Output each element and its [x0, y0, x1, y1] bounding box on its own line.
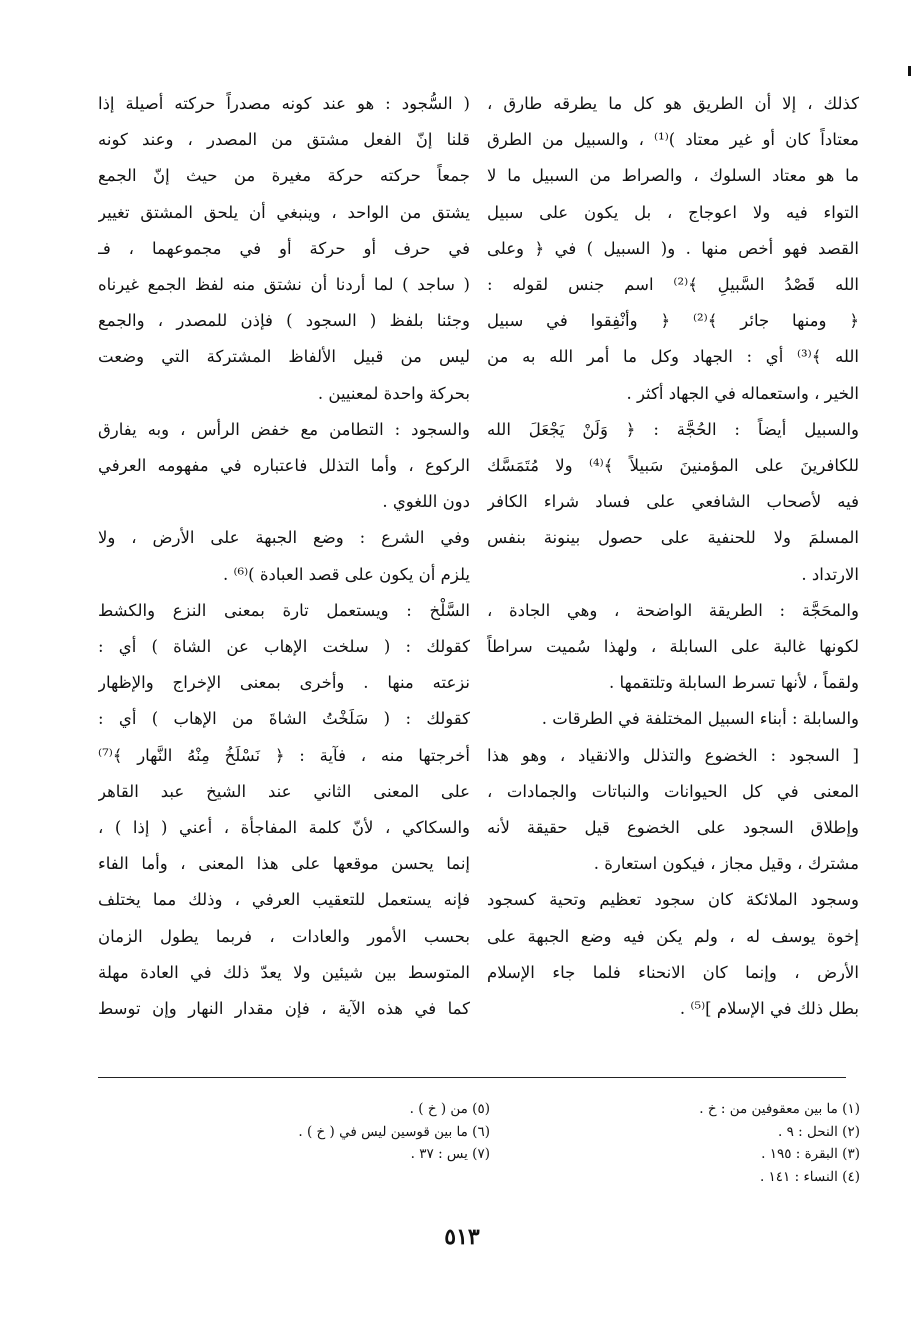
text-line: على المعنى الثاني عند الشيخ عبد القاهر [98, 781, 470, 801]
right-text-column [487, 86, 859, 1027]
text-line: إخوة يوسف له ، ولم يكن فيه وضع الجبهة على [487, 926, 859, 946]
text-line: وجئنا بلفظ ( السجود ) فإذن للمصدر ، والجمع [98, 311, 470, 331]
text-line: يلزم أن يكون على قصد العبادة )⁽⁶⁾ . [222, 564, 470, 584]
footnote-separator-rule [98, 1077, 846, 1078]
scan-edge-mark [908, 66, 911, 76]
footnote: (٧) يس : ٣٧ . [410, 1146, 490, 1162]
text-line: يشتق من الواحد ، وينبغي أن يلحق المشتق تغيير [98, 202, 470, 222]
text-line: دون اللغوي . [382, 492, 470, 512]
text-line: نزعته منها . وأخرى بمعنى الإخراج والإظهار [98, 673, 470, 693]
text-line: فيه لأصحاب الشافعي على فساد شراء الكافر [487, 492, 859, 512]
text-line: المعنى في كل الحيوانات والنباتات والجمادات ، [487, 781, 859, 801]
text-line: ( السُّجود : هو عند كونه مصدراً حركته أصيلة إذا [98, 94, 470, 113]
text-line: الخير ، واستعماله في الجهاد أكثر . [626, 383, 859, 403]
text-line: والمحَجَّة : الطريقة الواضحة ، وهي الجادة ، [487, 600, 859, 620]
text-line: كقولك : ( سلخت الإهاب عن الشاة ) أي : [98, 637, 470, 657]
text-line: والسابلة : أبناء السبيل المختلفة في الطرقات . [541, 709, 859, 729]
text-line: ليس من قبيل الألفاظ المشتركة التي وضعت [98, 347, 470, 367]
text-line: الارتداد . [801, 564, 859, 584]
text-line: [ السجود : الخضوع والتذلل والانقياد ، وهو هذا [487, 745, 859, 765]
text-line: ما هو معتاد السلوك ، والصراط من السبيل ما لا [487, 166, 859, 186]
text-line: الأرض ، وإنما كان الانحناء فلما جاء الإسلام [487, 962, 859, 982]
text-line: بطل ذلك في الإسلام ]⁽⁵⁾ . [679, 999, 859, 1019]
footnote: (٦) ما بين قوسين ليس في ( خ ) . [298, 1123, 490, 1140]
text-line: الركوع ، وأما التذلل فاعتباره في مفهومه العرفي [98, 456, 470, 476]
footnote: (٥) من ( خ ) . [409, 1101, 490, 1117]
text-line: الله ﴾⁽³⁾ أي : الجهاد وكل ما أمر الله به من [487, 347, 859, 367]
text-line: كقولك : ( سَلَخْتُ الشاةَ من الإهاب ) أي : [98, 709, 470, 729]
text-line: بحركة واحدة لمعنيين . [317, 383, 470, 403]
text-line: السَّلْخ : ويستعمل تارة بمعنى النزع والكشط [98, 600, 470, 620]
text-line: الله قَصْدُ السَّبيلِ ﴾⁽²⁾ اسم جنس لقوله : [487, 275, 859, 295]
text-line: والسكاكي ، لأنّ كلمة المفاجأة ، أعني ( إذا ) ، [98, 818, 470, 838]
text-line: فإنه يستعمل للتعقيب العرفي ، وذلك مما يختلف [98, 890, 470, 910]
text-line: معتاداً كان أو غير معتاد )⁽¹⁾ ، والسبيل من الطرق [487, 130, 859, 150]
footnote: (٤) النساء : ١٤١ . [759, 1168, 860, 1185]
text-line: والسبيل أيضاً : الحُجَّة : ﴿ وَلَنْ يَجْعَلَ الله [487, 419, 859, 439]
left-text-column [98, 86, 470, 1027]
text-line: أخرجتها منه ، فآية : ﴿ نَسْلَخُ مِنْهُ النَّهار ﴾⁽⁷⁾ [98, 745, 470, 765]
text-line: وسجود الملائكة كان سجود تعظيم وتحية كسجود [487, 890, 859, 910]
text-line: كذلك ، إلا أن الطريق هو كل ما يطرقه طارق ، [487, 94, 859, 113]
text-line: ولقماً ، لأنها تسرط السابلة وتلتقمها . [608, 673, 859, 693]
text-line: التواء فيه ولا اعوجاج ، بل يكون على سبيل [487, 202, 859, 222]
text-line: القصد فهو أخص منها . و( السبيل ) في ﴿ وعلى [487, 238, 859, 258]
footnote: (١) ما بين معقوفين من : خ . [699, 1101, 860, 1117]
text-line: المسلمَ ولا للحنفية على حصول بينونة بنفس [487, 528, 859, 548]
page-number: ٥١٣ [444, 1224, 480, 1250]
text-line: ﴿ ومنها جائر ﴾⁽²⁾ ﴿ وأنْفِقوا في سبيل [487, 311, 859, 331]
text-line: لكونها غالبة على السابلة ، ولهذا سُميت سراطاً [487, 637, 859, 657]
text-line: إنما يحسن موقعها على هذا المعنى ، وأما الفاء [98, 854, 470, 874]
text-line: جمعاً حركته حركة مغيرة من حيث إنّ الجمع [98, 166, 470, 186]
text-line: في حرف أو حركة أو في مجموعهما ، فـ [98, 238, 470, 258]
text-line: كما في هذه الآية ، فإن مقدار النهار وإن توسط [98, 999, 470, 1019]
text-line: والسجود : التطامن مع خفض الرأس ، وبه يفارق [98, 419, 470, 439]
text-line: للكافرينَ على المؤمنينَ سَبيلاً ﴾⁽⁴⁾ ولا مُتَمَسَّك [487, 456, 859, 476]
footnote: (٣) البقرة : ١٩٥ . [761, 1146, 860, 1162]
footnotes-right [520, 1098, 860, 1188]
footnote: (٢) النحل : ٩ . [778, 1123, 860, 1140]
text-line: قلنا إنّ الفعل مشتق من المصدر ، وعند كونه [98, 130, 470, 150]
text-line: ( ساجد ) لما أردنا أن نشتق منه لفظ الجمع غيرناه [98, 275, 470, 295]
text-line: وفي الشرع : وضع الجبهة على الأرض ، ولا [98, 528, 470, 548]
text-line: المتوسط بين شيئين ولا يعدّ ذلك في العادة مهلة [98, 962, 470, 982]
footnotes-left [150, 1098, 490, 1166]
text-line: بحسب الأمور والعادات ، فربما يطول الزمان [98, 926, 470, 946]
text-line: مشترك ، وقيل مجاز ، فيكون استعارة . [593, 854, 859, 874]
text-line: وإطلاق السجود على الخضوع قيل حقيقة لأنه [487, 818, 859, 838]
